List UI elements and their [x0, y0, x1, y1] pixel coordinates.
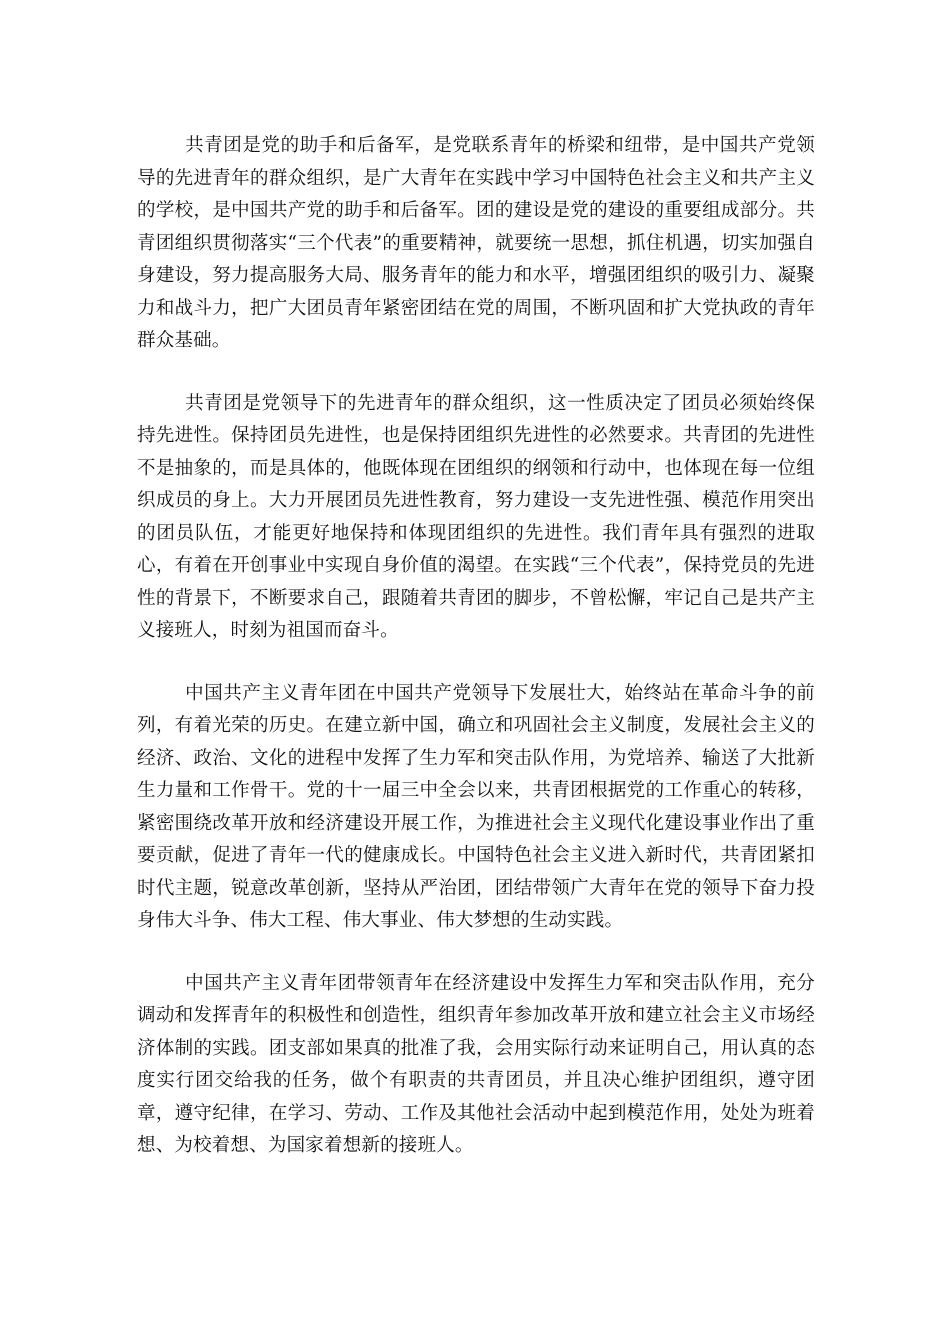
document-body [137, 130, 815, 1193]
paragraph-4: 中国共产主义青年团带领青年在经济建设中发挥生力军和突击队作用，充分调动和发挥青年的积极性和创造性，组织青年参加改革开放和建立社会主义市场经济体制的实践。团支部如果真的批准了我，会用实际行动来证明自己，用认真的态度实行团交给我的任务，做个有职责的共青团员，并且决心维护团组织，遵守团章，遵守纪律，在学习、劳动、工作及其他社会活动中起到模范作用，处处为班着想、为校着想、为国家着想新的接班人。 [137, 972, 815, 1156]
paragraph-2: 共青团是党领导下的先进青年的群众组织，这一性质决定了团员必须始终保持先进性。保持团员先进性，也是保持团组织先进性的必然要求。共青团的先进性不是抽象的，而是具体的，他既体现在团组织的纲领和行动中，也体现在每一位组织成员的身上。大力开展团员先进性教育，努力建设一支先进性强、模范作用突出的团员队伍，才能更好地保持和体现团组织的先进性。我们青年具有强烈的进取心，有着在开创事业中实现自身价值的渴望。在实践“三个代表”，保持党员的先进性的背景下，不断要求自己，跟随着共青团的脚步，不曾松懈，牢记自己是共产主义接班人，时刻为祖国而奋斗。 [137, 392, 815, 641]
paragraph-1: 共青团是党的助手和后备军，是党联系青年的桥梁和纽带，是中国共产党领导的先进青年的群众组织，是广大青年在实践中学习中国特色社会主义和共产主义的学校，是中国共产党的助手和后备军。团的建设是党的建设的重要组成部分。共青团组织贯彻落实“三个代表”的重要精神，就要统一思想，抓住机遇，切实加强自身建设，努力提高服务大局、服务青年的能力和水平，增强团组织的吸引力、凝聚力和战斗力，把广大团员青年紧密团结在党的周围，不断巩固和扩大党执政的青年群众基础。 [137, 135, 815, 351]
paragraph-3: 中国共产主义青年团在中国共产党领导下发展壮大，始终站在革命斗争的前列，有着光荣的历史。在建立新中国，确立和巩固社会主义制度，发展社会主义的经济、政治、文化的进程中发挥了生力军和突击队作用，为党培养、输送了大批新生力量和工作骨干。党的十一届三中全会以来，共青团根据党的工作重心的转移，紧密围绕改革开放和经济建设开展工作，为推进社会主义现代化建设事业作出了重要贡献，促进了青年一代的健康成长。中国特色社会主义进入新时代，共青团紧扣时代主题，锐意改革创新，坚持从严治团，团结带领广大青年在党的领导下奋力投身伟大斗争、伟大工程、伟大事业、伟大梦想的生动实践。 [137, 682, 815, 931]
